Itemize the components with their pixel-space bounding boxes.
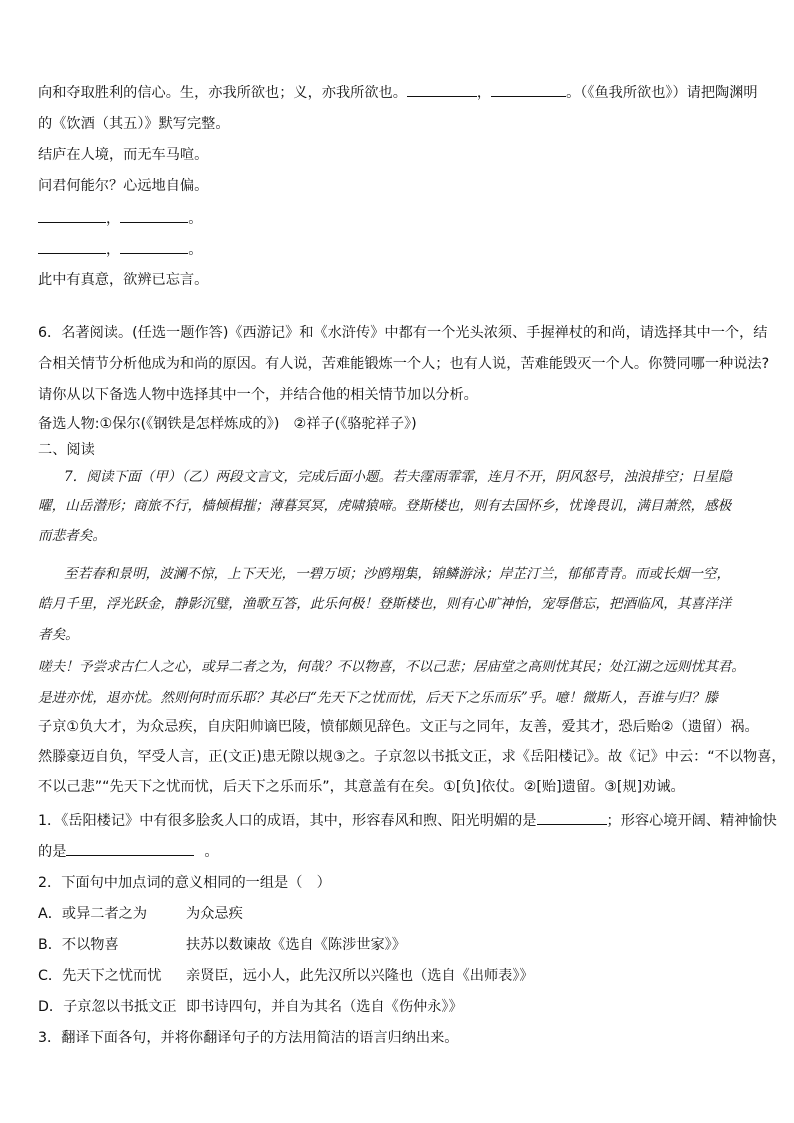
option-label: C．先天下之忧而忧: [38, 968, 162, 984]
poem-blank-line-5: [38, 208, 764, 229]
answer-blank[interactable]: [120, 239, 188, 254]
answer-blank[interactable]: [120, 208, 188, 223]
answer-blank[interactable]: [491, 82, 566, 97]
separator: ，: [106, 242, 121, 258]
answer-blank[interactable]: [537, 810, 607, 825]
separator: 。: [188, 211, 203, 227]
poem-line-4: 问君何能尔？心远地自偏。: [38, 178, 209, 194]
q7-p3-line-5: 不以己悲”“先天下之忧而忧，后天下之乐而乐”，其意盖有在矣。①[负]依仗。②[贻]遗留。③[规]劝诫。: [38, 779, 685, 795]
option-c[interactable]: [38, 966, 764, 986]
q7-p2-line-2: 皓月千里，浮光跃金，静影沉璧，渔歌互答，此乐何极！登斯楼也，则有心旷神怡，宠辱偕忘，把酒临风，其喜洋洋: [38, 596, 732, 612]
q7-p1-line-3: 而悲者矣。: [38, 528, 106, 544]
option-b[interactable]: [38, 935, 764, 955]
sub1-text: 的是: [38, 844, 67, 860]
q7-p2-line-1: 至若春和景明，波澜不惊，上下天光，一碧万顷；沙鸥翔集，锦鳞游泳；岸芷汀兰，郁郁青青。而或长烟一空，: [64, 566, 731, 582]
poem-text: 。（《鱼我所欲也》）请把陶渊明: [566, 85, 758, 101]
q6-line-3: 请你从以下备选人物中选择其中一个，并结合他的相关情节加以分析。: [38, 387, 478, 403]
poem-blank-line-6: [38, 239, 764, 260]
separator: ，: [476, 85, 492, 101]
sub2-stem: 2．下面句中加点词的意义相同的一组是（ ）: [38, 875, 331, 891]
sub1-line-1: [38, 810, 777, 831]
option-text: 扶苏以数谏故《选自《陈涉世家》》: [186, 937, 406, 953]
option-text: 即书诗四句，并自为其名（选自《伤仲永》》: [186, 999, 463, 1015]
separator: 。: [188, 242, 203, 258]
answer-blank[interactable]: [66, 841, 194, 856]
sub1-line-2: [38, 841, 764, 862]
q7-p2-line-3: 者矣。: [38, 627, 79, 643]
sub3-stem: 3．翻译下面各句，并将你翻译句子的方法用简洁的语言归纳出来。: [38, 1030, 459, 1046]
q7-p3-line-1: 嗟夫！予尝求古仁人之心，或异二者之为，何哉？不以物喜，不以己悲；居庙堂之高则忧其民；处江湖之远则忧其君。: [38, 659, 745, 675]
poem-line-1: [38, 82, 764, 103]
q7-p3-line-4: 然滕豪迈自负，罕受人言，正(文正)患无隙以规③之。子京忽以书抵文正，求《岳阳楼记》。故《记》中云：“不以物喜，: [38, 749, 786, 765]
q7-p1-line-2: 曜，山岳潜形；商旅不行，樯倾楫摧；薄暮冥冥，虎啸猿啼。登斯楼也，则有去国怀乡，忧谗畏讥，满目萧然，感极: [38, 498, 732, 514]
answer-blank[interactable]: [38, 208, 106, 223]
poem-text: 向和夺取胜利的信心。生，亦我所欲也；义，亦我所欲也。: [38, 85, 407, 101]
q6-line-2: 合相关情节分析他成为和尚的原因。有人说，苦难能锻炼一个人；也有人说，苦难能毁灭一个人。你赞同哪一种说法?: [38, 356, 770, 372]
section-heading: 二、阅读: [38, 442, 95, 458]
answer-blank[interactable]: [407, 82, 477, 97]
q7-p3-line-2: 是进亦忧，退亦忧。然则何时而乐耶？其必曰“先天下之忧而忧，后天下之乐而乐”乎。噫！微斯人，吾谁与归？滕: [38, 690, 718, 706]
sub1-text: 1．《岳阳楼记》中有很多脍炙人口的成语，其中，形容春风和煦、阳光明媚的是: [38, 813, 537, 829]
option-text: 亲贤臣，远小人，此先汉所以兴隆也（选自《出师表》》: [186, 968, 534, 984]
q7-p1-line-1: 7．阅读下面（甲）（乙）两段文言文，完成后面小题。若夫霪雨霏霏，连月不开，阴风怒号，浊浪排空；日星隐: [64, 469, 732, 485]
q7-p3-line-3: 子京①负大才，为众忌疾，自庆阳帅谪巴陵，愤郁颇见辞色。文正与之同年，友善，爱其才，恐后贻②（遗留）祸。: [38, 719, 759, 735]
q6-line-4: 备选人物:①保尔(《钢铁是怎样炼成的》) ②祥子(《骆驼祥子》): [38, 416, 417, 432]
option-label: D．子京忽以书抵文正: [38, 999, 177, 1015]
poem-line-3: 结庐在人境，而无车马喧。: [38, 147, 209, 163]
option-label: A．或异二者之为: [38, 906, 148, 922]
option-text: 为众忌疾: [186, 906, 243, 922]
option-d[interactable]: [38, 997, 764, 1017]
option-label: B．不以物喜: [38, 937, 119, 953]
sub1-text: ；形容心境开阔、精神愉快: [606, 813, 777, 829]
separator: ，: [106, 211, 121, 227]
sub1-text: 。: [204, 844, 219, 860]
q6-line-1: 6．名著阅读。(任选一题作答)《西游记》和《水浒传》中都有一个光头浓须、手握禅杖的和尚，请选择其中一个，结: [38, 325, 768, 341]
answer-blank[interactable]: [38, 239, 106, 254]
option-a[interactable]: [38, 904, 764, 924]
poem-line-2: 的《饮酒（其五）》默写完整。: [38, 116, 230, 132]
poem-line-7: 此中有真意，欲辨已忘言。: [38, 272, 209, 288]
